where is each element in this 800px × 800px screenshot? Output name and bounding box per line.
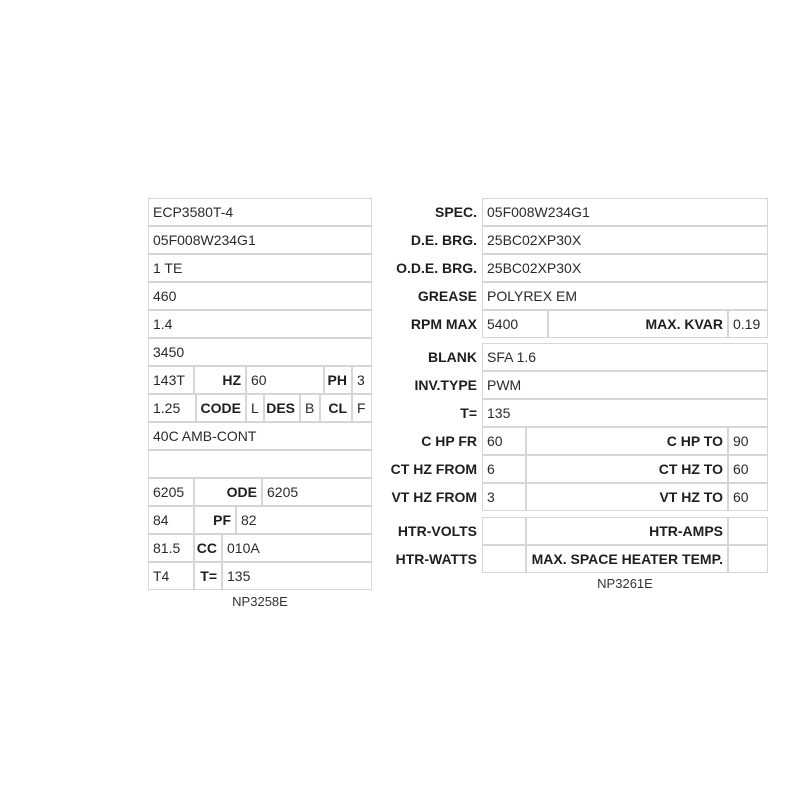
hz-value: 60 xyxy=(246,366,324,394)
nameplate-caption-right: NP3261E xyxy=(597,576,653,591)
t-equals-label: T= xyxy=(194,562,222,590)
htr-watts-label: HTR-WATTS xyxy=(395,551,477,567)
ct-hz-from-label: CT HZ FROM xyxy=(390,461,477,477)
grease-label: GREASE xyxy=(417,288,477,304)
t-equals-value: 135 xyxy=(222,562,372,590)
max-kvar-value: 0.19 xyxy=(728,310,768,338)
c-hp-to-label: C HP TO xyxy=(526,427,728,455)
max-space-heater-temp-label: MAX. SPACE HEATER TEMP. xyxy=(526,545,728,573)
cat-no-value: ECP3580T-4 xyxy=(148,198,372,226)
spec-value: 05F008W234G1 xyxy=(148,226,372,254)
ser-f-value: 1.25 xyxy=(148,394,196,422)
inv-type-value: PWM xyxy=(482,371,768,399)
rpm-value: 3450 xyxy=(148,338,372,366)
hp-value: 1 TE xyxy=(148,254,372,282)
rpm-max-label: RPM MAX xyxy=(410,316,477,332)
c-hp-to-value: 90 xyxy=(728,427,768,455)
volts-value: 460 xyxy=(148,282,372,310)
spec-value-right: 05F008W234G1 xyxy=(482,198,768,226)
htr-volts-value xyxy=(482,517,526,545)
cc-label: CC xyxy=(194,534,222,562)
ode-label: ODE xyxy=(194,478,262,506)
pf-label: PF xyxy=(194,506,236,534)
ct-hz-from-value: 6 xyxy=(482,455,526,483)
ph-value: 3 xyxy=(352,366,372,394)
ode-value: 6205 xyxy=(262,478,372,506)
vt-hz-to-value: 60 xyxy=(728,483,768,511)
vt-hz-to-label: VT HZ TO xyxy=(526,483,728,511)
htr-amps-value xyxy=(728,517,768,545)
t-equals-right-value: 135 xyxy=(482,399,768,427)
amp-value: 1.4 xyxy=(148,310,372,338)
blank-label: BLANK xyxy=(428,349,477,365)
max-kvar-label: MAX. KVAR xyxy=(548,310,728,338)
ph-label: PH xyxy=(324,366,352,394)
code-value: L xyxy=(246,394,264,422)
ode-brg-label: O.D.E. BRG. xyxy=(396,260,477,276)
code-label: CODE xyxy=(196,394,246,422)
c-hp-fr-value: 60 xyxy=(482,427,526,455)
cl-value: F xyxy=(352,394,372,422)
des-value: B xyxy=(300,394,320,422)
ode-brg-value: 25BC02XP30X xyxy=(482,254,768,282)
ct-hz-to-label: CT HZ TO xyxy=(526,455,728,483)
htr-amps-label: HTR-AMPS xyxy=(526,517,728,545)
grease-value: POLYREX EM xyxy=(482,282,768,310)
des-label: DES xyxy=(264,394,300,422)
nameplate-caption-left: NP3258E xyxy=(232,594,288,609)
vt-hz-from-value: 3 xyxy=(482,483,526,511)
rating-value: 40C AMB-CONT xyxy=(148,422,372,450)
nema-nom-eff-value: 84 xyxy=(148,506,194,534)
hz-label: HZ xyxy=(194,366,246,394)
de-brg-value: 25BC02XP30X xyxy=(482,226,768,254)
vt-hz-from-label: VT HZ FROM xyxy=(391,489,477,505)
max-space-heater-temp-value xyxy=(728,545,768,573)
pf-value: 82 xyxy=(236,506,372,534)
de-value: 6205 xyxy=(148,478,194,506)
cc-value: 010A xyxy=(222,534,372,562)
c-hp-fr-label: C HP FR xyxy=(421,433,477,449)
t-code-value: T4 xyxy=(148,562,194,590)
g-min-eff-value: 81.5 xyxy=(148,534,194,562)
de-brg-label: D.E. BRG. xyxy=(410,232,477,248)
cl-label: CL xyxy=(320,394,352,422)
inv-type-label: INV.TYPE xyxy=(414,377,477,393)
htr-watts-value xyxy=(482,545,526,573)
spec-label-right: SPEC. xyxy=(434,204,477,220)
rpm-max-value: 5400 xyxy=(482,310,548,338)
frame-value: 143T xyxy=(148,366,194,394)
blank-value: SFA 1.6 xyxy=(482,343,768,371)
t-equals-right-label: T= xyxy=(460,405,477,421)
htr-volts-label: HTR-VOLTS xyxy=(397,523,477,539)
ct-hz-to-value: 60 xyxy=(728,455,768,483)
